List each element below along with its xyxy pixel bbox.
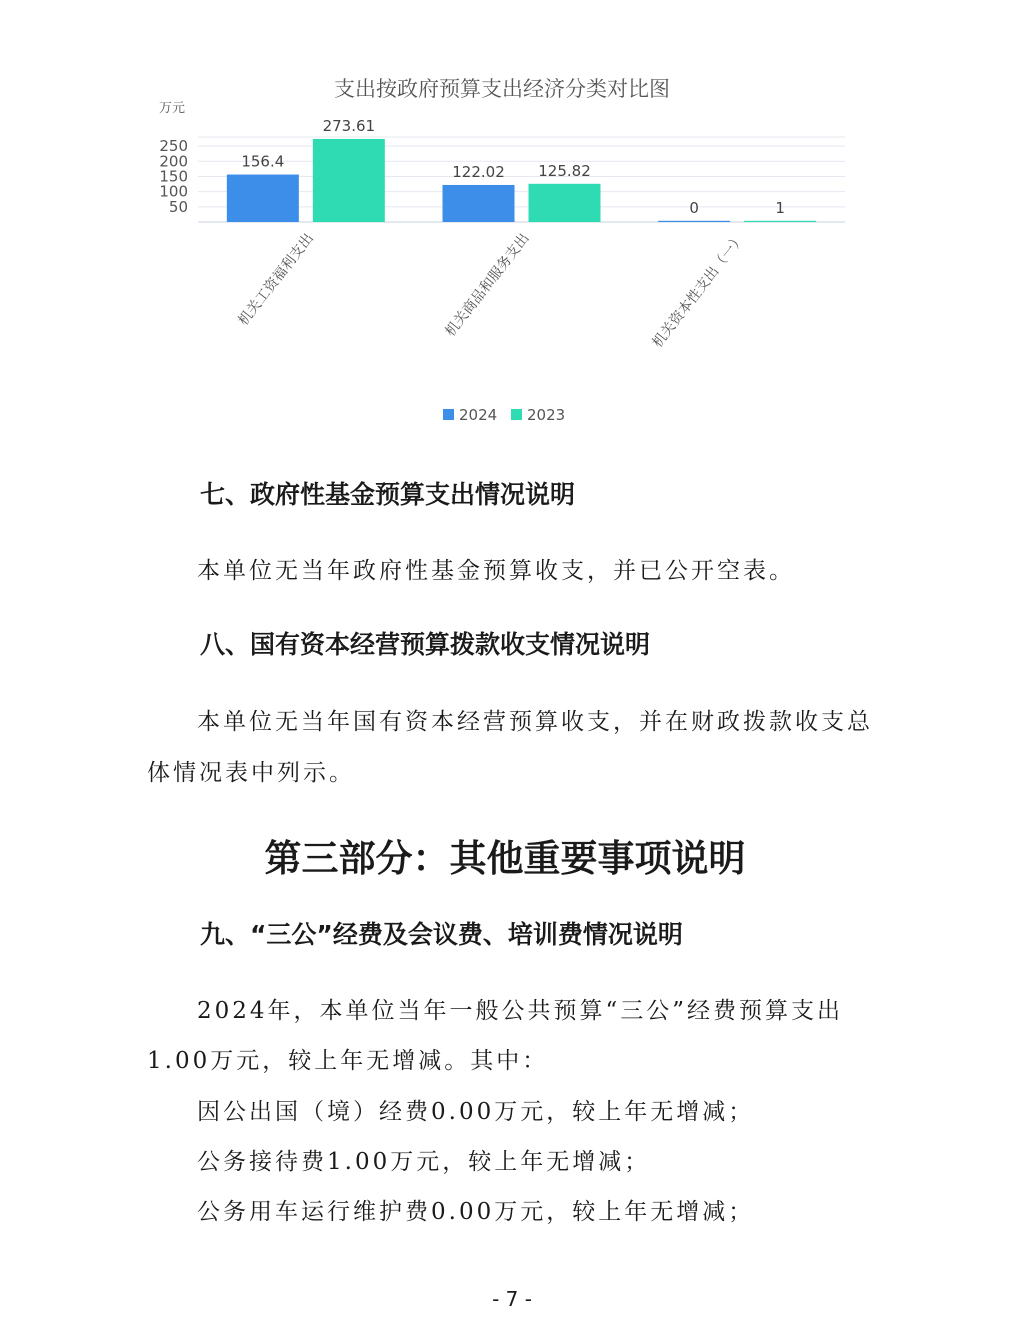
y-tick-label: 100 xyxy=(159,182,188,201)
bar-series xyxy=(227,117,816,222)
bar-value-label: 273.61 xyxy=(322,116,376,135)
x-category-label: 机关商品和服务支出 xyxy=(442,230,533,340)
bar-value-label: 125.82 xyxy=(538,161,591,180)
section-7-body: 本单位无当年政府性基金预算收支，并已公开空表。 xyxy=(197,558,795,584)
x-category-label: 机关资本性支出（一） xyxy=(649,230,749,351)
section-9-para1-line2: 1.00万元，较上年无增减。其中： xyxy=(147,1048,549,1074)
y-axis-ticks xyxy=(159,137,188,216)
legend-label-2023: 2023 xyxy=(527,406,566,424)
legend[interactable] xyxy=(443,406,565,424)
legend-swatch-2024 xyxy=(443,409,454,420)
x-axis-categories xyxy=(235,230,749,351)
expenditure-comparison-chart xyxy=(0,0,1024,440)
y-tick-label: 250 xyxy=(159,137,188,156)
bar-value-label: 1 xyxy=(775,198,785,217)
y-tick-label: 150 xyxy=(159,167,188,186)
section-9-para1-line1: 2024年，本单位当年一般公共预算“三公”经费预算支出 xyxy=(197,998,844,1024)
bar-value-label: 122.02 xyxy=(452,162,505,181)
section-8-body-line2: 体情况表中列示。 xyxy=(147,760,355,786)
bar-2023-2 xyxy=(744,221,816,222)
page-number: - 7 - xyxy=(492,1287,532,1311)
section-9-item-reception: 公务接待费1.00万元，较上年无增减； xyxy=(197,1149,651,1175)
bar-value-label: 156.4 xyxy=(241,152,285,171)
y-tick-label: 50 xyxy=(168,197,188,216)
legend-swatch-2023 xyxy=(511,409,522,420)
bar-2024-2 xyxy=(658,221,730,222)
part-3-title: 第三部分：其他重要事项说明 xyxy=(264,837,746,880)
section-9-item-vehicle: 公务用车运行维护费0.00万元，较上年无增减； xyxy=(197,1199,755,1225)
section-8-title: 八、国有资本经营预算拨款收支情况说明 xyxy=(200,630,651,659)
bar-2024-1 xyxy=(443,185,515,222)
section-8-body-line1: 本单位无当年国有资本经营预算收支，并在财政拨款收支总 xyxy=(197,709,873,735)
bar-value-label: 0 xyxy=(689,198,699,217)
legend-label-2024: 2024 xyxy=(459,406,498,424)
y-tick-label: 200 xyxy=(159,152,188,171)
bar-2024-0 xyxy=(227,175,299,222)
section-7-title: 七、政府性基金预算支出情况说明 xyxy=(200,480,576,509)
bar-2023-0 xyxy=(313,139,385,222)
chart-title: 支出按政府预算支出经济分类对比图 xyxy=(334,77,670,101)
section-9-item-overseas: 因公出国（境）经费0.00万元，较上年无增减； xyxy=(197,1099,755,1125)
section-9-title: 九、“三公”经费及会议费、培训费情况说明 xyxy=(200,920,683,949)
x-category-label: 机关工资福利支出 xyxy=(235,230,317,329)
bar-2023-1 xyxy=(529,184,601,222)
y-axis-unit-label: 万元 xyxy=(158,101,186,116)
